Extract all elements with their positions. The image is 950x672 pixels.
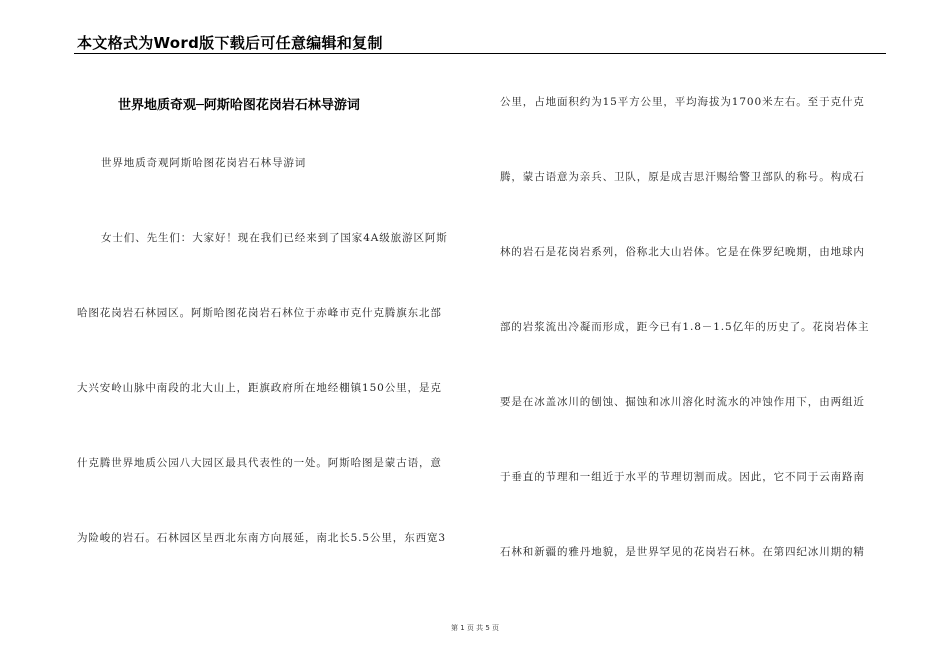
download-banner: 本文格式为Word版下载后可任意编辑和复制	[77, 34, 383, 52]
paragraph-line: 腾，蒙古语意为亲兵、卫队，原是成吉思汗赐给警卫部队的称号。构成石	[500, 171, 865, 183]
paragraph-line: 部的岩浆流出冷凝而形成，距今已有1.8－1.5亿年的历史了。花岗岩体主	[500, 321, 870, 333]
page-number: 第 1 页 共 5 页	[450, 624, 500, 632]
paragraph-line: 林的岩石是花岗岩系列，俗称北大山岩体。它是在侏罗纪晚期，由地球内	[500, 246, 865, 258]
paragraph-line: 什克腾世界地质公园八大园区最具代表性的一处。阿斯哈图是蒙古语，意	[77, 457, 442, 469]
paragraph-line: 公里，占地面积约为15平方公里，平均海拔为1700米左右。至于克什克	[500, 96, 865, 108]
paragraph-line: 于垂直的节理和一组近于水平的节理切割而成。因此，它不同于云南路南	[500, 471, 865, 483]
paragraph-line: 女士们、先生们：大家好！现在我们已经来到了国家4A级旅游区阿斯	[101, 232, 448, 244]
paragraph-line: 大兴安岭山脉中南段的北大山上，距旗政府所在地经棚镇150公里，是克	[77, 382, 442, 394]
document-title: 世界地质奇观─阿斯哈图花岗岩石林导游词	[118, 98, 360, 113]
paragraph-line: 为险峻的岩石。石林园区呈西北东南方向展延，南北长5.5公里，东西宽3	[77, 532, 446, 544]
paragraph-line: 要是在冰盖冰川的刨蚀、掘蚀和冰川溶化时流水的冲蚀作用下，由两组近	[500, 396, 865, 408]
paragraph-line: 石林和新疆的雅丹地貌，是世界罕见的花岗岩石林。在第四纪冰川期的精	[500, 546, 865, 558]
paragraph-line: 哈图花岗岩石林园区。阿斯哈图花岗岩石林位于赤峰市克什克腾旗东北部	[77, 307, 442, 319]
paragraph-line: 世界地质奇观阿斯哈图花岗岩石林导游词	[101, 157, 307, 169]
header-divider	[74, 53, 886, 54]
